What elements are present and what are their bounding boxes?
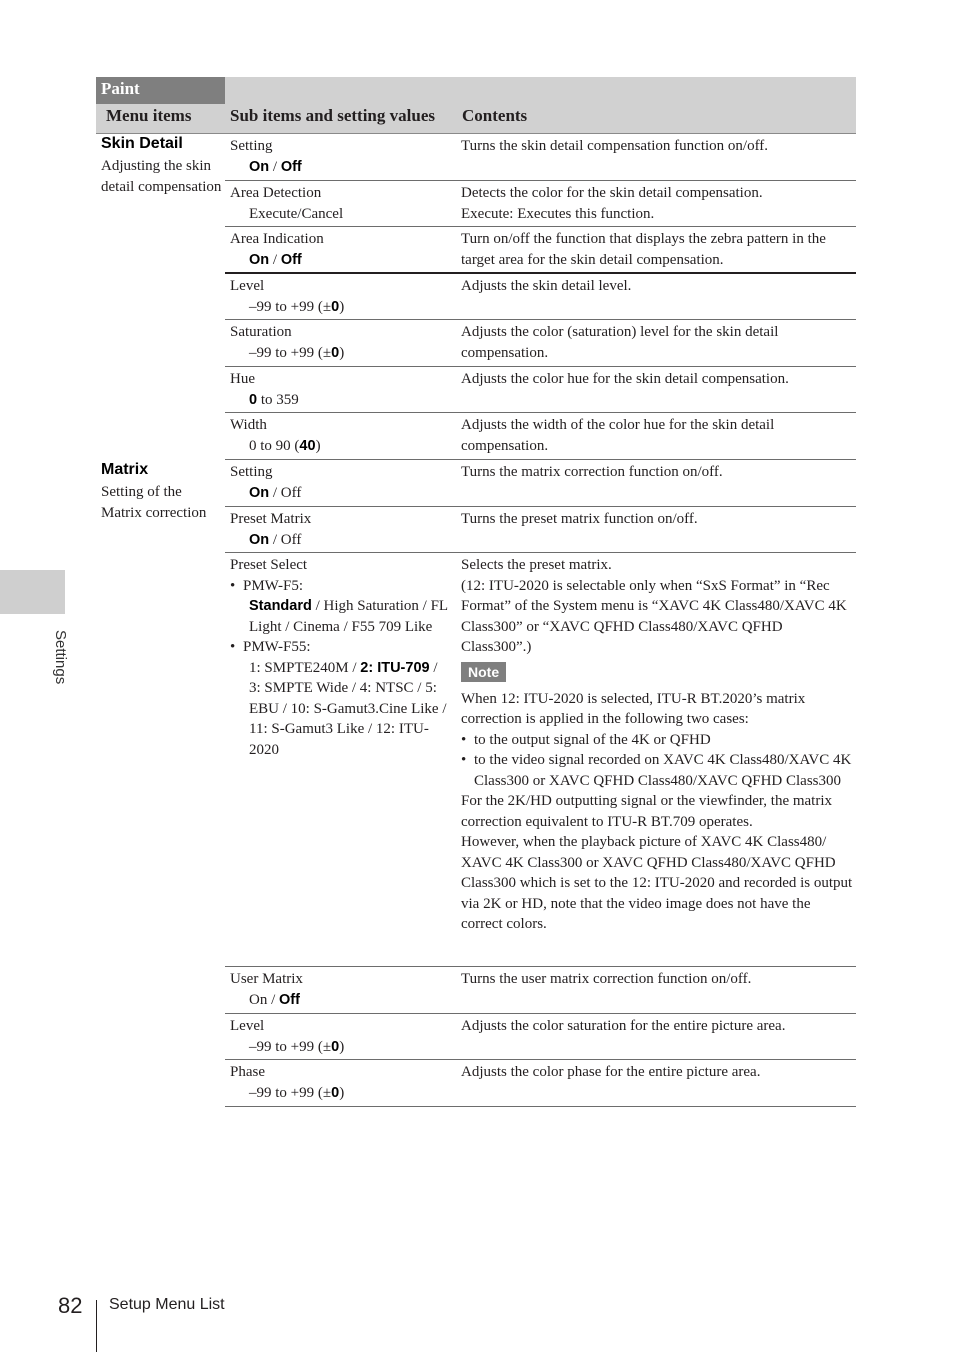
row-contents: Adjusts the color hue for the skin detail compensation. (461, 371, 789, 387)
sub-item-label: Width (230, 417, 267, 433)
menu-item-description: Adjusting the skin detail compensation (101, 158, 222, 195)
note-text: When 12: ITU-2020 is selected, ITU-R BT.2020’s matrix correction is applied in the following two cases: (461, 690, 806, 727)
sub-item-label: User Matrix (230, 971, 303, 987)
row-contents: Turns the preset matrix function on/off. (461, 511, 698, 527)
setting-values: 0 to 359 (249, 391, 299, 408)
row-contents: Adjusts the color saturation for the entire picture area. (461, 1018, 786, 1034)
footer-divider (96, 1300, 97, 1352)
note-bullet: • to the video signal recorded on XAVC 4K Class480/XAVC 4K Class300 or XAVC QFHD Class480/XAVC QFHD Class300 (461, 752, 852, 789)
sub-item-label: Setting (230, 464, 273, 480)
setting-values: –99 to +99 (±0) (249, 1038, 345, 1055)
table-row (225, 1014, 856, 1060)
setting-values: On / Off (249, 531, 302, 548)
setting-values: –99 to +99 (±0) (249, 1084, 345, 1101)
side-tab (0, 570, 65, 614)
footer-title: Setup Menu List (109, 1296, 225, 1313)
header-menu-items: Menu items (106, 106, 192, 125)
row-contents: Adjusts the color phase for the entire picture area. (461, 1064, 761, 1080)
row-contents: Turns the skin detail compensation function on/off. (461, 138, 769, 154)
table-row (225, 367, 856, 413)
sub-item-label: Phase (230, 1064, 265, 1080)
row-contents: Adjusts the skin detail level. (461, 278, 632, 294)
f5-bullet: • PMW-F5: (230, 577, 304, 594)
side-tab-label: Settings (52, 630, 69, 685)
table-row (225, 274, 856, 320)
menu-item-matrix: Matrix (101, 461, 149, 478)
row-contents (461, 555, 853, 935)
row-contents: Turns the matrix correction function on/off. (461, 464, 723, 480)
section-title: Paint (101, 79, 140, 98)
setting-values: Execute/Cancel (249, 205, 344, 222)
sub-item-label: Area Detection (230, 185, 322, 201)
f5-options: Standard / High Saturation / FL Light / Cinema / F55 709 Like (249, 598, 448, 635)
table-row (225, 134, 856, 181)
header-contents: Contents (462, 106, 528, 125)
table-row (225, 967, 856, 1014)
f55-options: 1: SMPTE240M / 2: ITU-709 / 3: SMPTE Wide / 4: NTSC / 5: EBU / 10: S-Gamut3.Cine Like / 11: S-Gamut3 Like / 12: ITU-2020 (249, 659, 447, 758)
row-contents: Adjusts the color (saturation) level for the skin detail compensation. (461, 324, 779, 361)
table-row (225, 507, 856, 553)
contents-intro: Selects the preset matrix. (461, 557, 612, 573)
row-contents: Detects the color for the skin detail compensation. Execute: Executes this function. (461, 185, 763, 222)
table-row (225, 1060, 856, 1107)
sub-item-label: Hue (230, 371, 255, 387)
setting-values: On / Off (249, 251, 302, 268)
contents-paren: (12: ITU-2020 is selectable only when “SxS Format” in “Rec Format” of the System menu is “XAVC 4K Class480/XAVC 4K Class300” or “XAVC QFHD Class480/XAVC QFHD Class300”.) (461, 577, 847, 655)
row-contents: Turn on/off the function that displays the zebra pattern in the target area for the skin detail compensation. (461, 231, 826, 268)
sub-item-label: Preset Matrix (230, 511, 312, 527)
setting-values: On / Off (249, 484, 302, 501)
row-contents: Turns the user matrix correction function on/off. (461, 971, 752, 987)
setting-values: –99 to +99 (±0) (249, 344, 345, 361)
menu-item-skin-detail: Skin Detail (101, 135, 183, 152)
note-after-1: For the 2K/HD outputting signal or the viewfinder, the matrix correction equivalent to ITU-R BT.709 operates. (461, 793, 833, 830)
menu-item-description: Setting of the Matrix correction (101, 484, 207, 521)
setting-values: –99 to +99 (±0) (249, 298, 345, 315)
sub-item-label: Level (230, 278, 265, 294)
table-row (225, 553, 856, 967)
table-row (225, 460, 856, 507)
sub-item-label: Level (230, 1018, 265, 1034)
note-badge: Note (461, 662, 506, 682)
table-row (225, 227, 856, 274)
setting-values: On / Off (249, 991, 300, 1008)
table-row (225, 181, 856, 227)
header-sub-items: Sub items and setting values (230, 106, 435, 125)
setting-values: 0 to 90 (40) (249, 437, 321, 454)
note-bullet: • to the output signal of the 4K or QFHD (461, 731, 711, 748)
table-row (225, 413, 856, 460)
sub-item-label: Preset Select (230, 557, 308, 573)
note-after-2: However, when the playback picture of XAVC 4K Class480/ XAVC 4K Class300 or XAVC QFHD Class480/XAVC QFHD Class300 which is set to the 12: ITU-2020 and recorded is output via 2K or HD, note that the video image does not have the correct colors. (461, 834, 853, 932)
sub-item-label: Saturation (230, 324, 292, 340)
sub-item-label: Area Indication (230, 231, 324, 247)
table-row (225, 320, 856, 367)
f55-bullet: • PMW-F55: (230, 639, 311, 655)
page-number: 82 (58, 1293, 83, 1318)
setting-values: On / Off (249, 158, 302, 175)
row-contents: Adjusts the width of the color hue for the skin detail compensation. (461, 417, 775, 454)
sub-item-label: Setting (230, 138, 273, 154)
